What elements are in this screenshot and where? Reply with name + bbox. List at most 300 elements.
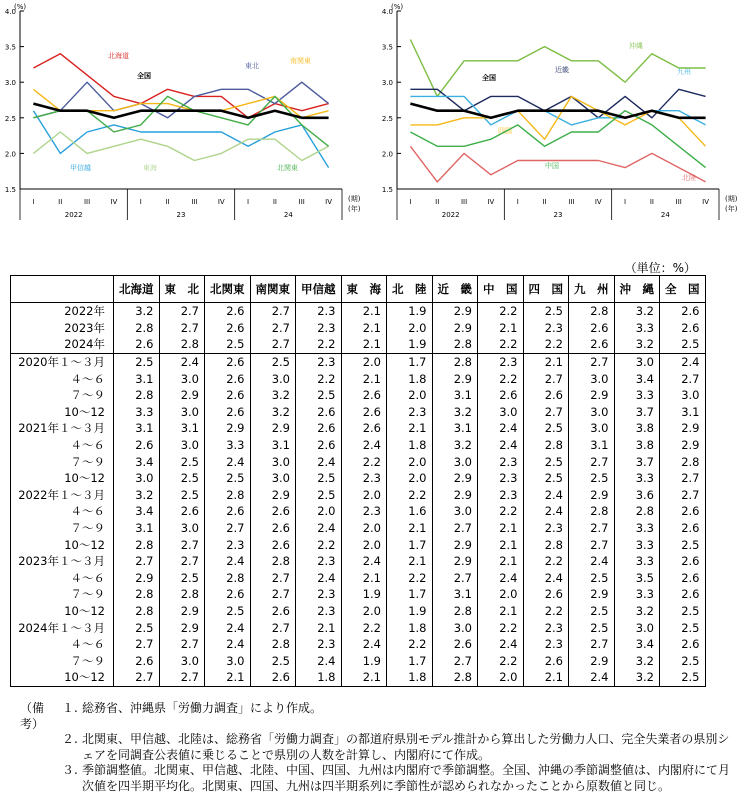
- table-cell: 3.0: [614, 619, 660, 636]
- table-cell: 2.5: [159, 570, 205, 587]
- table-cell: 2.0: [296, 503, 342, 520]
- table-cell: 2.7: [205, 520, 251, 537]
- year-label: 24: [660, 211, 670, 219]
- table-cell: 2.3: [296, 636, 342, 653]
- table-row: [11, 336, 706, 353]
- table-cell: 2.9: [660, 420, 706, 437]
- table-cell: 2.2: [296, 336, 342, 353]
- row-label: ４～６: [11, 636, 114, 653]
- table-cell: 3.2: [114, 487, 160, 504]
- row-label: ４～６: [11, 503, 114, 520]
- table-cell: 2.3: [341, 470, 387, 487]
- table-cell: 2.0: [478, 669, 524, 686]
- row-label: ７～９: [11, 453, 114, 470]
- table-cell: 2.6: [205, 586, 251, 603]
- table-row: [11, 586, 706, 603]
- table-cell: 2.5: [523, 470, 569, 487]
- table-cell: 2.4: [341, 553, 387, 570]
- table-cell: 3.1: [114, 420, 160, 437]
- table-cell: 2.2: [478, 503, 524, 520]
- series-label: 甲信越: [70, 164, 91, 172]
- row-label: 2024年: [11, 336, 114, 353]
- table-cell: 2.7: [159, 669, 205, 686]
- table-cell: 2.4: [523, 487, 569, 504]
- table-cell: 3.1: [114, 520, 160, 537]
- table-cell: 2.9: [569, 586, 615, 603]
- table-cell: 2.8: [432, 669, 478, 686]
- note-text: 北関東、甲信越、北陸は、総務省「労働力調査」の都道府県別モデル推計から算出した労働力人口、完全失業者の県別シェアを同調査公表値に乗じることで県別の人数を計算し、内閣府にて作成。: [82, 732, 730, 762]
- table-cell: 2.3: [387, 404, 433, 421]
- table-cell: 3.1: [569, 437, 615, 454]
- table-cell: 2.6: [114, 652, 160, 669]
- table-cell: 2.6: [660, 320, 706, 337]
- y-tick-label: 3.0: [4, 79, 16, 88]
- column-header: 九 州: [569, 276, 615, 303]
- table-cell: 2.6: [296, 437, 342, 454]
- table-cell: 2.8: [159, 586, 205, 603]
- x-tick-label: III: [191, 198, 198, 206]
- table-cell: 2.4: [205, 636, 251, 653]
- table-cell: 2.8: [432, 603, 478, 620]
- x-axis-unit: (年): [725, 205, 738, 213]
- table-cell: 2.2: [478, 619, 524, 636]
- x-tick-label: I: [139, 198, 142, 206]
- table-cell: 2.7: [159, 320, 205, 337]
- table-cell: 2.8: [250, 553, 296, 570]
- table-cell: 2.4: [569, 669, 615, 686]
- row-label: ７～９: [11, 586, 114, 603]
- table-cell: 2.7: [660, 487, 706, 504]
- table-cell: 2.6: [250, 669, 296, 686]
- table-cell: 2.9: [569, 487, 615, 504]
- note-num: ２.: [62, 732, 78, 746]
- table-cell: 2.5: [660, 669, 706, 686]
- table-cell: 2.6: [569, 320, 615, 337]
- table-cell: 2.6: [523, 586, 569, 603]
- x-tick-label: II: [58, 198, 63, 206]
- table-cell: 2.9: [569, 652, 615, 669]
- table-row: [11, 669, 706, 686]
- table-cell: 2.3: [478, 487, 524, 504]
- series-label: 北海道: [108, 52, 129, 60]
- series-label: 近畿: [555, 66, 569, 74]
- table-cell: 3.3: [614, 470, 660, 487]
- table-cell: 2.6: [205, 320, 251, 337]
- table-cell: 2.5: [569, 619, 615, 636]
- table-cell: 2.4: [205, 453, 251, 470]
- table-cell: 1.8: [387, 619, 433, 636]
- table-cell: 3.0: [250, 453, 296, 470]
- x-tick-label: II: [435, 198, 440, 206]
- table-cell: 2.5: [296, 470, 342, 487]
- unemployment-table: [10, 275, 706, 687]
- column-header: 北 陸: [387, 276, 433, 303]
- row-label: 10～12: [11, 470, 114, 487]
- table-row: [11, 652, 706, 669]
- table-cell: 2.4: [205, 619, 251, 636]
- table-cell: 2.2: [523, 603, 569, 620]
- table-cell: 2.3: [296, 320, 342, 337]
- table-row: [11, 487, 706, 504]
- series-label: 北陸: [682, 174, 696, 182]
- table-cell: 2.8: [114, 320, 160, 337]
- table-row: [11, 320, 706, 337]
- year-label: 2022: [64, 211, 83, 219]
- table-cell: 2.6: [432, 636, 478, 653]
- table-cell: 2.5: [660, 603, 706, 620]
- table-row: [11, 619, 706, 636]
- table-cell: 3.3: [205, 437, 251, 454]
- table-cell: 2.4: [660, 353, 706, 370]
- table-cell: 2.4: [478, 636, 524, 653]
- table-cell: 2.5: [159, 487, 205, 504]
- table-row: [11, 570, 706, 587]
- table-cell: 2.6: [523, 652, 569, 669]
- table-cell: 2.3: [296, 303, 342, 320]
- table-cell: 2.0: [341, 520, 387, 537]
- table-cell: 2.8: [114, 387, 160, 404]
- table-cell: 2.0: [387, 453, 433, 470]
- x-tick-label: II: [165, 198, 170, 206]
- table-cell: 2.9: [205, 420, 251, 437]
- table-cell: 3.0: [569, 370, 615, 387]
- x-axis-unit: (期): [725, 195, 738, 203]
- table-cell: 2.2: [523, 336, 569, 353]
- table-cell: 2.1: [341, 370, 387, 387]
- row-label: 2023年１～３月: [11, 553, 114, 570]
- table-cell: 2.6: [114, 336, 160, 353]
- table-cell: 2.2: [478, 652, 524, 669]
- table-cell: 2.4: [341, 437, 387, 454]
- x-tick-label: III: [675, 198, 682, 206]
- table-cell: 1.8: [387, 669, 433, 686]
- table-cell: 2.8: [114, 603, 160, 620]
- table-cell: 1.6: [387, 503, 433, 520]
- x-tick-label: III: [460, 198, 468, 206]
- table-cell: 3.0: [159, 652, 205, 669]
- x-tick-label: IV: [325, 198, 333, 206]
- x-tick-label: I: [247, 198, 250, 206]
- table-cell: 3.0: [660, 387, 706, 404]
- y-tick-label: 1.5: [381, 186, 393, 194]
- x-tick-label: IV: [594, 198, 602, 206]
- table-cell: 2.6: [660, 520, 706, 537]
- table-cell: 2.3: [523, 636, 569, 653]
- table-cell: 2.6: [205, 387, 251, 404]
- chart-regional-right: [377, 0, 754, 235]
- column-header: 北海道: [114, 276, 160, 303]
- table-cell: 3.0: [250, 470, 296, 487]
- table-cell: 3.4: [614, 370, 660, 387]
- note-num: ３.: [62, 763, 78, 777]
- table-cell: 2.2: [387, 570, 433, 587]
- table-cell: 2.6: [205, 503, 251, 520]
- note-text: 総務省、沖縄県「労働力調査」により作成。: [82, 701, 323, 715]
- table-cell: 3.2: [614, 603, 660, 620]
- chart-regional-left: [0, 0, 377, 235]
- x-tick-label: I: [409, 198, 412, 206]
- table-cell: 2.6: [660, 636, 706, 653]
- table-cell: 2.7: [569, 353, 615, 370]
- table-row: [11, 303, 706, 320]
- table-row: [11, 404, 706, 421]
- table-cell: 2.7: [159, 636, 205, 653]
- table-cell: 2.7: [250, 586, 296, 603]
- table-cell: 2.8: [432, 353, 478, 370]
- table-cell: 2.5: [159, 453, 205, 470]
- table-cell: 2.0: [341, 487, 387, 504]
- table-cell: 2.6: [341, 387, 387, 404]
- y-axis-unit: (%): [391, 3, 404, 11]
- table-cell: 2.7: [250, 320, 296, 337]
- table-cell: 1.7: [387, 652, 433, 669]
- table-cell: 2.1: [341, 336, 387, 353]
- table-cell: 3.0: [159, 404, 205, 421]
- table-cell: 2.5: [205, 603, 251, 620]
- table-cell: 2.7: [660, 370, 706, 387]
- table-cell: 2.0: [341, 603, 387, 620]
- column-header: 北関東: [205, 276, 251, 303]
- table-cell: 2.3: [296, 353, 342, 370]
- table-cell: 2.5: [523, 453, 569, 470]
- table-cell: 2.1: [478, 603, 524, 620]
- table-cell: 2.5: [660, 536, 706, 553]
- table-cell: 2.0: [341, 353, 387, 370]
- table-cell: 2.6: [205, 303, 251, 320]
- table-cell: 2.9: [432, 553, 478, 570]
- table-cell: 2.1: [296, 619, 342, 636]
- table-cell: 2.7: [569, 536, 615, 553]
- table-cell: 3.0: [569, 404, 615, 421]
- table-cell: 2.7: [432, 520, 478, 537]
- table-cell: 1.9: [387, 603, 433, 620]
- row-label: 2021年１～３月: [11, 420, 114, 437]
- series-label: 九州: [677, 68, 691, 76]
- table-cell: 2.1: [478, 553, 524, 570]
- table-cell: 1.9: [387, 336, 433, 353]
- table-cell: 2.1: [478, 320, 524, 337]
- table-cell: 2.2: [341, 453, 387, 470]
- table-cell: 2.5: [660, 619, 706, 636]
- table-cell: 3.4: [114, 453, 160, 470]
- table-cell: 2.6: [250, 520, 296, 537]
- x-tick-label: II: [542, 198, 547, 206]
- column-header: 沖 縄: [614, 276, 660, 303]
- row-label: ７～９: [11, 652, 114, 669]
- table-cell: 2.8: [114, 536, 160, 553]
- table-cell: 2.3: [296, 586, 342, 603]
- table-cell: 3.0: [159, 370, 205, 387]
- table-cell: 2.4: [296, 453, 342, 470]
- table-cell: 2.7: [660, 470, 706, 487]
- row-label: 2022年: [11, 303, 114, 320]
- table-cell: 2.6: [478, 387, 524, 404]
- table-cell: 2.8: [114, 586, 160, 603]
- table-cell: 3.0: [432, 503, 478, 520]
- table-cell: 2.5: [523, 420, 569, 437]
- table-cell: 2.8: [614, 503, 660, 520]
- table-cell: 2.7: [523, 370, 569, 387]
- table-cell: 2.9: [660, 437, 706, 454]
- table-cell: 2.3: [523, 520, 569, 537]
- table-cell: 2.3: [523, 320, 569, 337]
- table-cell: 2.2: [341, 619, 387, 636]
- table-cell: 2.3: [341, 503, 387, 520]
- notes: [20, 701, 740, 794]
- table-cell: 2.5: [569, 470, 615, 487]
- table-row: [11, 503, 706, 520]
- table-cell: 2.5: [114, 353, 160, 370]
- table-cell: 2.4: [478, 420, 524, 437]
- table-cell: 2.3: [478, 453, 524, 470]
- table-cell: 3.1: [114, 370, 160, 387]
- table-cell: 2.4: [523, 503, 569, 520]
- row-label: 10～12: [11, 669, 114, 686]
- table-cell: 2.0: [387, 320, 433, 337]
- y-tick-label: 2.5: [4, 114, 16, 123]
- y-tick-label: 3.5: [381, 43, 393, 52]
- year-label: 2022: [441, 211, 460, 219]
- table-cell: 2.8: [660, 453, 706, 470]
- y-tick-label: 2.0: [381, 150, 393, 159]
- table-cell: 2.6: [159, 503, 205, 520]
- table-cell: 2.9: [250, 420, 296, 437]
- table-cell: 2.3: [523, 619, 569, 636]
- table-cell: 2.7: [114, 669, 160, 686]
- table-cell: 3.1: [159, 420, 205, 437]
- table-cell: 1.7: [387, 536, 433, 553]
- table-cell: 2.7: [250, 336, 296, 353]
- table-cell: 2.5: [660, 652, 706, 669]
- series-label: 東海: [143, 164, 157, 172]
- table-cell: 3.7: [614, 404, 660, 421]
- column-header: 東 海: [341, 276, 387, 303]
- table-cell: 3.3: [614, 320, 660, 337]
- row-label: 10～12: [11, 536, 114, 553]
- table-cell: 2.2: [296, 370, 342, 387]
- table-cell: 3.3: [614, 553, 660, 570]
- table-cell: 2.7: [569, 520, 615, 537]
- table-cell: 2.4: [569, 553, 615, 570]
- table-cell: 2.6: [660, 586, 706, 603]
- table-cell: 2.7: [250, 303, 296, 320]
- series-label: 四国: [498, 127, 512, 135]
- year-label: 23: [176, 211, 186, 219]
- table-cell: 2.8: [569, 503, 615, 520]
- table-cell: 3.6: [614, 487, 660, 504]
- table-cell: 1.9: [341, 652, 387, 669]
- table-cell: 3.2: [432, 404, 478, 421]
- table-cell: 3.1: [432, 420, 478, 437]
- table-cell: 2.4: [205, 553, 251, 570]
- column-header: 甲信越: [296, 276, 342, 303]
- table-cell: 2.5: [159, 470, 205, 487]
- series-line: [33, 54, 328, 118]
- table-cell: 2.5: [296, 387, 342, 404]
- row-label: ７～９: [11, 387, 114, 404]
- table-cell: 3.2: [432, 437, 478, 454]
- table-cell: 2.3: [296, 553, 342, 570]
- table-corner: [11, 276, 114, 303]
- x-tick-label: II: [272, 198, 277, 206]
- table-cell: 2.1: [341, 303, 387, 320]
- table-cell: 2.3: [478, 470, 524, 487]
- table-cell: 1.9: [341, 586, 387, 603]
- table-cell: 3.4: [114, 503, 160, 520]
- table-cell: 2.3: [296, 603, 342, 620]
- table-cell: 2.6: [205, 353, 251, 370]
- table-cell: 3.4: [614, 636, 660, 653]
- table-cell: 2.0: [387, 387, 433, 404]
- table-cell: 2.8: [523, 437, 569, 454]
- table-row: [11, 420, 706, 437]
- table-cell: 2.0: [387, 470, 433, 487]
- table-cell: 2.9: [432, 370, 478, 387]
- x-tick-label: IV: [702, 198, 710, 206]
- table-cell: 2.7: [159, 303, 205, 320]
- table-row: [11, 453, 706, 470]
- x-tick-label: IV: [487, 198, 495, 206]
- table-cell: 2.5: [250, 353, 296, 370]
- table-cell: 2.9: [250, 487, 296, 504]
- x-tick-label: II: [649, 198, 654, 206]
- table-cell: 2.9: [432, 470, 478, 487]
- table-cell: 2.6: [250, 503, 296, 520]
- series-line: [33, 111, 328, 168]
- table-cell: 2.7: [569, 453, 615, 470]
- table-cell: 3.3: [614, 536, 660, 553]
- table-cell: 2.6: [250, 603, 296, 620]
- table-cell: 3.0: [614, 353, 660, 370]
- x-axis-unit: (年): [348, 205, 361, 213]
- table-cell: 2.6: [341, 404, 387, 421]
- table-cell: 2.2: [523, 553, 569, 570]
- note-num: １.: [62, 701, 78, 715]
- x-tick-label: IV: [110, 198, 118, 206]
- table-cell: 2.4: [523, 570, 569, 587]
- row-label: 10～12: [11, 404, 114, 421]
- table-cell: 3.0: [432, 453, 478, 470]
- table-cell: 2.2: [387, 487, 433, 504]
- series-label: 南関東: [290, 57, 311, 65]
- table-cell: 2.7: [250, 570, 296, 587]
- y-axis-unit: (%): [14, 3, 27, 11]
- series-label: 全国: [482, 74, 496, 82]
- table-cell: 3.3: [614, 520, 660, 537]
- table-cell: 2.5: [250, 652, 296, 669]
- table-cell: 3.0: [159, 437, 205, 454]
- table-row: [11, 470, 706, 487]
- table-cell: 2.5: [660, 336, 706, 353]
- table-cell: 2.3: [205, 536, 251, 553]
- table-cell: 3.2: [114, 303, 160, 320]
- x-axis-unit: (期): [348, 195, 361, 203]
- table-cell: 2.8: [205, 487, 251, 504]
- table-cell: 2.1: [205, 669, 251, 686]
- table-cell: 2.1: [341, 320, 387, 337]
- table-cell: 2.9: [159, 619, 205, 636]
- table-cell: 3.8: [614, 437, 660, 454]
- x-tick-label: IV: [217, 198, 225, 206]
- table-cell: 2.7: [114, 636, 160, 653]
- table-cell: 2.6: [250, 536, 296, 553]
- table-cell: 1.9: [387, 303, 433, 320]
- row-label: 2020年１～３月: [11, 353, 114, 370]
- table-cell: 1.8: [296, 669, 342, 686]
- row-label: ７～９: [11, 520, 114, 537]
- table-cell: 2.1: [523, 353, 569, 370]
- table-cell: 2.2: [478, 303, 524, 320]
